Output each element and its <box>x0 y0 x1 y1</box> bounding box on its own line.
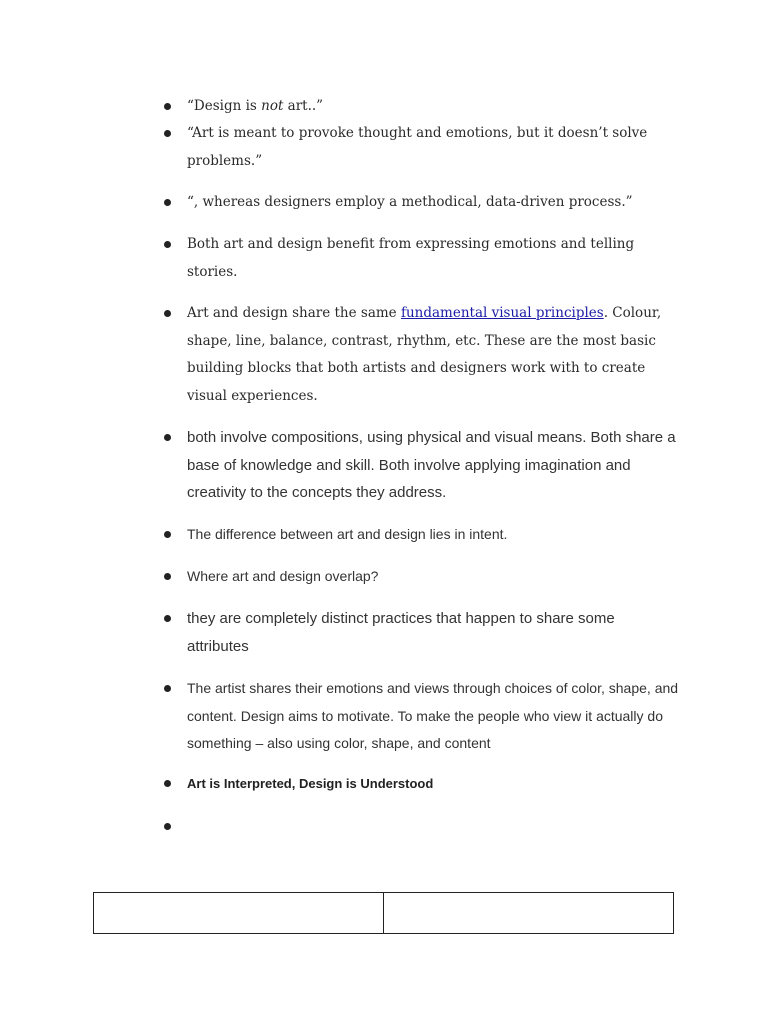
text-run: “Design is <box>187 98 262 114</box>
text-run: Art and design share the same <box>187 305 401 321</box>
bullet-dot <box>164 823 171 830</box>
emphasis-text: not <box>261 98 284 114</box>
list-item-text: The artist shares their emotions and views through choices of color, shape, and content. Design aims to motivate. To make the people who view it actually do something – also using color, shape, and content <box>187 680 679 751</box>
text-run: . Colour, shape, line, balance, contrast, rhythm, etc. These are the most basic building blocks that both artists and designers work with to create visual experiences. <box>187 305 662 404</box>
table-column-divider <box>383 893 384 933</box>
text-run: art..” <box>283 98 324 114</box>
list-item-text: both involve compositions, using physical and visual means. Both share a base of knowledge and skill. Both involve applying imagination and creativity to the concepts they address. <box>187 429 676 501</box>
list-item-text <box>187 93 677 121</box>
list-item-text: “, whereas designers employ a methodical, data-driven process.” <box>187 194 633 210</box>
bullet-dot <box>164 130 171 137</box>
list-item-text: Art is Interpreted, Design is Understood <box>187 776 434 791</box>
list-item-text: “Art is meant to provoke thought and emotions, but it doesn’t solve problems.” <box>187 125 648 169</box>
list-item-text: Both art and design benefit from expressing emotions and telling stories. <box>187 236 635 280</box>
fundamental-visual-principles-link[interactable]: fundamental visual principles <box>400 305 604 321</box>
bullet-dot <box>164 615 171 622</box>
bullet-dot <box>164 241 171 248</box>
bullet-dot <box>164 573 171 580</box>
bullet-dot <box>164 685 171 692</box>
bullet-dot <box>164 780 171 787</box>
bullet-dot <box>164 531 171 538</box>
empty-table <box>93 892 674 934</box>
bullet-dot <box>164 434 171 441</box>
list-item-text: Where art and design overlap? <box>187 568 379 584</box>
list-item-text: The difference between art and design lies in intent. <box>187 526 508 542</box>
bullet-dot <box>164 199 171 206</box>
bullet-dot <box>164 103 171 110</box>
list-item-text: they are completely distinct practices that happen to share some attributes <box>187 610 615 655</box>
bullet-dot <box>164 310 171 317</box>
list-item-text <box>187 300 677 410</box>
